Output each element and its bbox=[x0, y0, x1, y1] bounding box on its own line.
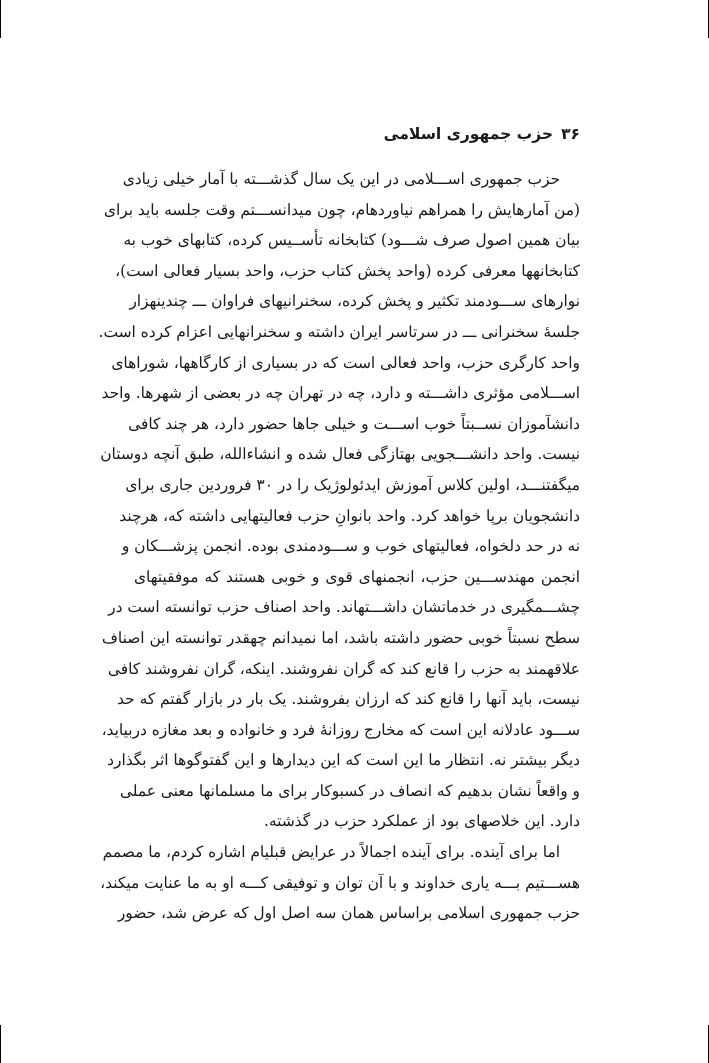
text-line: چشـــمگیری در خدماتشان داشـــتهاند. واحد اصناف حزب توانسته است در bbox=[108, 598, 580, 617]
text-line: نیست، باید آنها را قانع کند که ارزان بفروشند. یک بار در بازار گفتم که حد bbox=[117, 690, 580, 709]
text-line: دانشجویان برپا خواهد کرد. واحد بانوانِ حزب فعالیتهایی داشته که، هرچند bbox=[119, 506, 580, 525]
text-line: (من آمارهایش را همراهم نیاوردهام، چون میدانســـتم وقت جلسه باید برای bbox=[103, 200, 580, 219]
page-number: ۳۶ bbox=[561, 125, 580, 143]
text-line: نوارهای ســـودمند تکثیر و پخش کرده، سخنرانیهای فراوان ـــ چندینهزار bbox=[129, 292, 580, 311]
text-line: ســـود عادلانه این است که مخارج روزانهٔ فرد و خانواده و بعد مغازه دربیاید، bbox=[101, 720, 580, 739]
crop-mark-bottom-left bbox=[0, 1025, 1, 1063]
text-line: جلسهٔ سخنرانی ـــ در سرتاسر ایران داشته و سخنرانهایی اعزام کرده است. bbox=[98, 322, 580, 341]
crop-mark-top-left bbox=[0, 0, 1, 38]
text-line: اما برای آینده. برای آینده اجمالاً در عرایض قبلیام اشاره کردم، ما مصمم bbox=[102, 843, 560, 862]
text-line: نیست. واحد دانشـــجویی بهتازگی فعال شده و انشاءالله، طبق آنچه دوستان bbox=[100, 445, 580, 464]
body-text bbox=[98, 164, 580, 929]
text-line: و واقعاً نشان بدهیم که انصاف در کسبوکار برای ما مسلمانها معنی عملی bbox=[119, 781, 580, 800]
text-line: کتابخانهها معرفی کرده (واحد پخش کتاب حزب، واحد بسیار فعالی است)، bbox=[115, 261, 580, 280]
text-line: علاقهمند به حزب را قانع کند که گران نفروشند. اینکه، گران نفروشند کافی bbox=[107, 659, 580, 678]
running-header bbox=[134, 120, 580, 148]
text-line: دانشآموزان نســبتاً خوب اســـت و خیلی جاها حضور دارد، هر چند کافی bbox=[128, 414, 580, 433]
text-line: اســـلامی مؤثری داشـــته و دارد، چه در تهران چه در بعضی از شهرها. واحد bbox=[101, 384, 580, 403]
text-line: دیگر بیشتر نه. انتظار ما این است که این دیدارها و این گفتوگوها اثر بگذارد bbox=[107, 751, 580, 770]
text-line: میگفتنـــد، اولین کلاس آموزش ایدئولوژیک را در ۳۰ فروردین جاری برای bbox=[125, 475, 580, 494]
text-line: حزب جمهوری اســـلامی در این یک سال گذشـــته با آمار خیلی زیادی bbox=[122, 170, 560, 188]
text-line: سطح نسبتاً خوبی حضور داشته باشد، اما نمیدانم چهقدر توانسته این اصناف bbox=[101, 628, 580, 647]
text-line: نه در حد دلخواه، فعالیتهای خوب و ســـودمندی بوده. انجمن پزشـــکان و bbox=[121, 537, 580, 556]
running-title: حزب جمهوری اسلامی bbox=[383, 125, 554, 143]
text-line: دارد. این خلاصهای بود از عملکرد حزب در گذشته. bbox=[263, 812, 580, 831]
text-line: واحد کارگری حزب، واحد فعالی است که در بسیاری از کارگاهها، شوراهای bbox=[111, 353, 580, 372]
text-line: انجمن مهندســـین حزب، انجمنهای قوی و خوبی هستند که موفقیتهای bbox=[134, 567, 580, 586]
text-line: حزب جمهوری اسلامی براساس همان سه اصل اول که عرض شد، حضور bbox=[117, 904, 580, 923]
text-line: بیان همین اصول صرف شـــود) کتابخانه تأســیس کرده، کتابهای خوب به bbox=[123, 231, 580, 250]
text-line: هســـتیم بـــه یاری خداوند و با آن توان و توفیقی کـــه او به ما عنایت میکند، bbox=[100, 873, 580, 892]
